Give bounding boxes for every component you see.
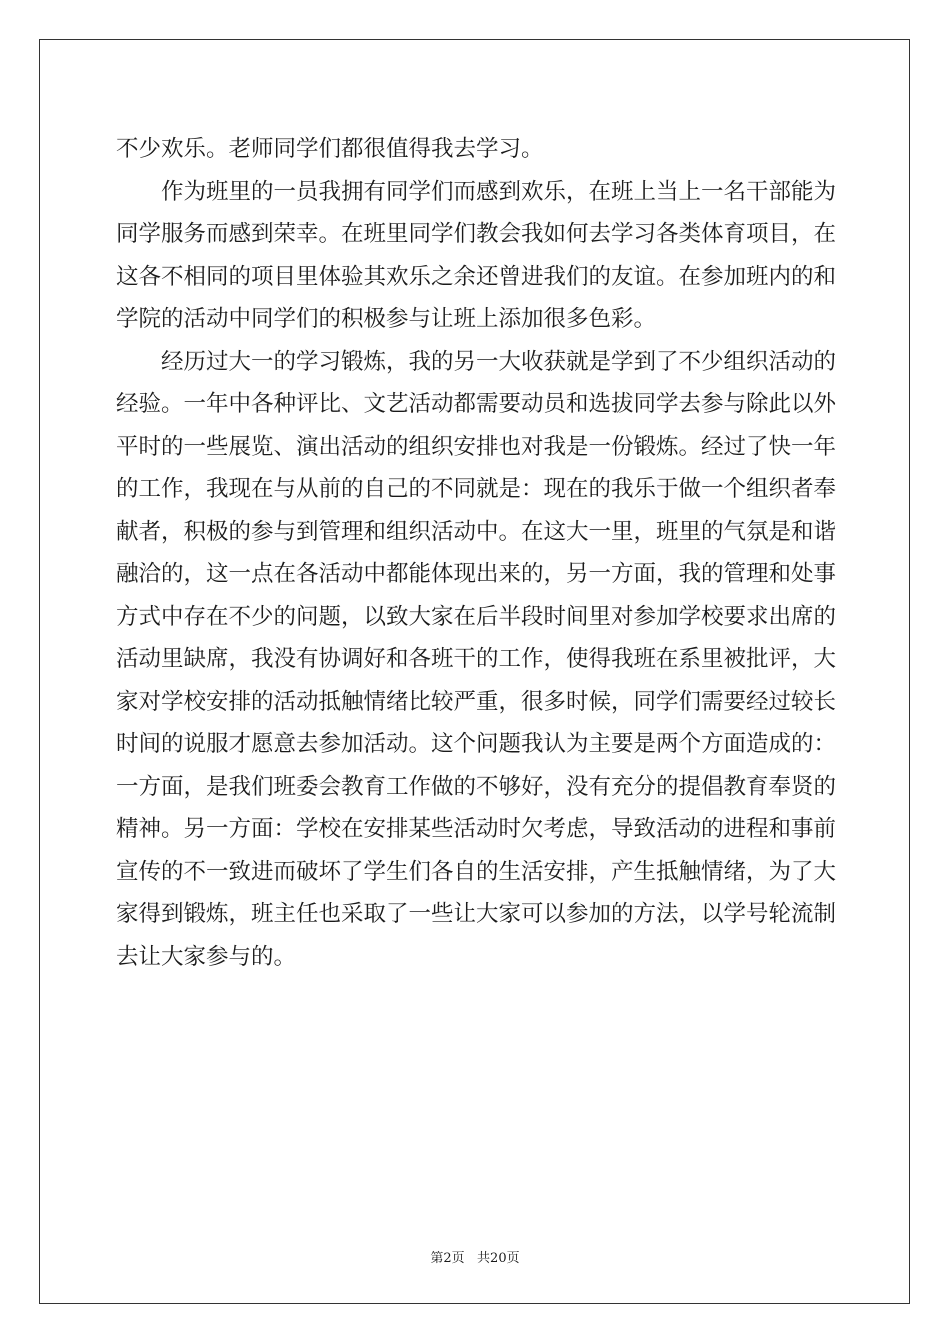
page-footer: 第2页 共20页 bbox=[430, 1251, 520, 1266]
paragraph-1: 不少欢乐。老师同学们都很值得我去学习。 bbox=[116, 136, 544, 162]
paragraph-3: 经历过大一的学习锻炼，我的另一大收获就是学到了不少组织活动的经验。一年中各种评比、文艺活动都需要动员和选拔同学去参与除此以外平时的一些展览、演出活动的组织安排也对我是一份锻炼。经过了快一年的工作，我现在与从前的自己的不同就是：现在的我乐于做一个组织者奉献者，积极的参与到管理和组织活动中。在这大一里，班里的气氛是和谐融洽的，这一点在各活动中都能体现出来的，另一方面，我的管理和处事方式中存在不少的问题，以致大家在后半段时间里对参加学校要求出席的活动里缺席，我没有协调好和各班干的工作，使得我班在系里被批评，大家对学校安排的活动抵触情绪比较严重，很多时候，同学们需要经过较长时间的说服才愿意去参加活动。这个问题我认为主要是两个方面造成的：一方面，是我们班委会教育工作做的不够好，没有充分的提倡教育奉贤的精神。另一方面：学校在安排某些活动时欠考虑，导致活动的进程和事前宣传的不一致进而破坏了学生们各自的生活安排，产生抵触情绪，为了大家得到锻炼，班主任也采取了一些让大家可以参加的方法，以学号轮流制去让大家参与的。 bbox=[116, 348, 837, 970]
paragraph-2: 作为班里的一员我拥有同学们而感到欢乐，在班上当上一名干部能为同学服务而感到荣幸。在班里同学们教会我如何去学习各类体育项目，在这各不相同的项目里体验其欢乐之余还曾进我们的友谊。在参加班内的和学院的活动中同学们的积极参与让班上添加很多色彩。 bbox=[116, 178, 837, 332]
document-body bbox=[116, 128, 836, 978]
